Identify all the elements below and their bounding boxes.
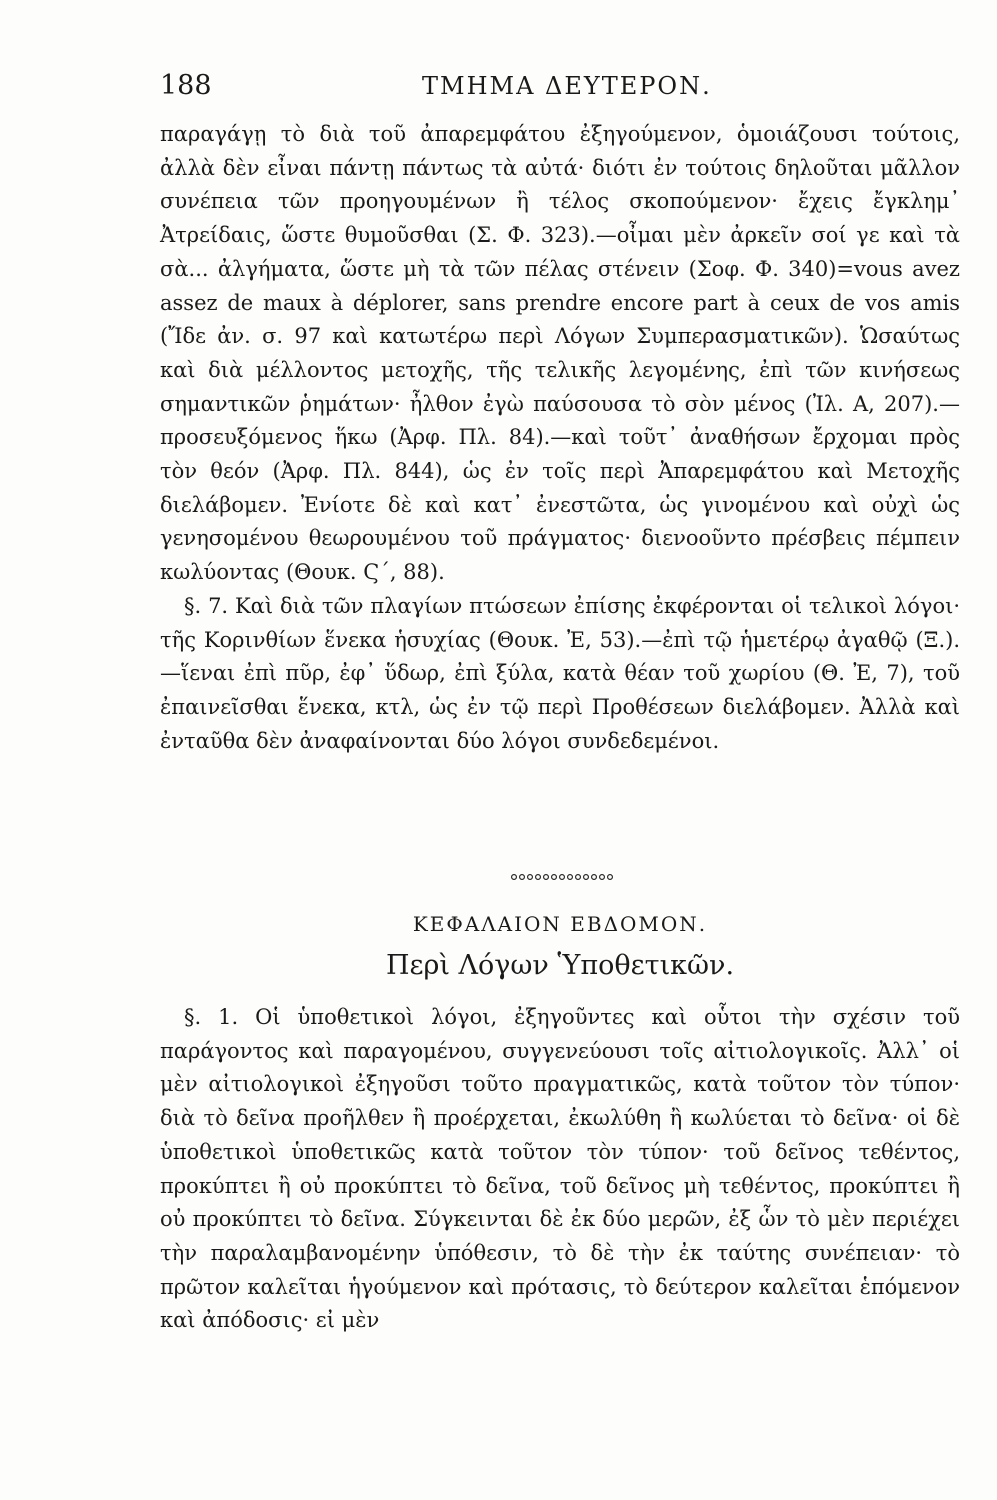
chapter-subtitle: Περὶ Λόγων Ὑποθετικῶν. [385, 950, 735, 981]
ornament-divider [510, 872, 614, 882]
running-head: ΤΜΗΜΑ ΔΕΥΤΕΡΟΝ. [422, 72, 712, 100]
page-number: 188 [160, 70, 212, 101]
paragraph: §. 1. Οἱ ὑποθετικοὶ λόγοι, ἐξηγοῦντες καὶ οὗτοι τὴν σχέσιν τοῦ παράγοντος καὶ παραγομένου, συγγενεύουσι τοῖς αἰτιολογικοῖς. Ἀλλ᾽ οἱ μὲν αἰτιολογικοὶ ἐξηγοῦσι τοῦτο πραγματικῶς, κατὰ τοῦτον τὸν τύπον· διὰ τὸ δεῖνα προῆλθεν ἢ προέρχεται, ἐκωλύθη ἢ κωλύεται τὸ δεῖνα· οἱ δὲ ὑποθετικοὶ ὑποθετικῶς κατὰ τοῦτον τὸν τύπον· τοῦ δεῖνος τεθέντος, προκύπτει ἢ οὐ προκύπτει τὸ δεῖνα, τοῦ δεῖνος μὴ τεθέντος, προκύπτει ἢ οὐ προκύπτει τὸ δεῖνα. Σύγκεινται δὲ ἐκ δύο μερῶν, ἐξ ὧν τὸ μὲν περιέχει τὴν παραλαμβανομένην ὑπόθεσιν, τὸ δὲ τὴν ἐκ ταύτης συνέπειαν· τὸ πρῶτον καλεῖται ἡγούμενον καὶ πρότασις, τὸ δεύτερον καλεῖται ἑπόμενον καὶ ἀπόδοσις· εἰ μὲν [160, 1005, 960, 1333]
chapter-title: ΚΕΦΑΛΑΙΟΝ ΕΒΔΟΜΟΝ. [412, 912, 708, 936]
page-header [160, 70, 960, 110]
paragraph: §. 7. Καὶ διὰ τῶν πλαγίων πτώσεων ἐπίσης ἐκφέρονται οἱ τελικοὶ λόγοι· τῆς Κορινθίων ἕνεκα ἡσυχίας (Θουκ. Ἐ, 53).—ἐπὶ τῷ ἡμετέρῳ ἀγαθῷ (Ξ.).—ἵεναι ἐπὶ πῦρ, ἐφ᾽ ὕδωρ, ἐπὶ ξύλα, κατὰ θέαν τοῦ χωρίου (Θ. Ἐ, 7), τοῦ ἐπαινεῖσθαι ἕνεκα, κτλ, ὡς ἐν τῷ περὶ Προθέσεων διελάβομεν. Ἀλλὰ καὶ ἐνταῦθα δὲν ἀναφαίνονται δύο λόγοι συνδεδεμένοι. [160, 593, 960, 753]
chapter-text [160, 1001, 960, 1338]
paragraph: παραγάγῃ τὸ διὰ τοῦ ἀπαρεμφάτου ἐξηγούμενον, ὁμοιάζουσι τούτοις, ἀλλὰ δὲν εἶναι πάντῃ πάντως τὰ αὐτά· διότι ἐν τούτοις δηλοῦται μᾶλλον συνέπεια τῶν προηγουμένων ἢ τέλος σκοπούμενον· ἔχεις ἔγκλημ᾽ Ἀτρείδαις, ὥστε θυμοῦσθαι (Σ. Φ. 323).—οἶμαι μὲν ἀρκεῖν σοί γε καὶ τὰ σὰ... ἀλγήματα, ὥστε μὴ τὰ τῶν πέλας στένειν (Σοφ. Φ. 340)=vous avez assez de maux à déplorer, sans prendre encore part à ceux de vos amis (Ἴδε ἀν. σ. 97 καὶ κατωτέρω περὶ Λόγων Συμπερασματικῶν). Ὡσαύτως καὶ διὰ μέλλοντος μετοχῆς, τῆς τελικῆς λεγομένης, ἐπὶ τῶν κινήσεως σημαντικῶν ῥημάτων· ἦλθον ἐγὼ παύσουσα τὸ σὸν μένος (Ἰλ. Α, 207).—προσευξόμενος ἥκω (Ἀρφ. Πλ. 84).—καὶ τοῦτ᾽ ἀναθήσων ἔρχομαι πρὸς τὸν θεόν (Ἀρφ. Πλ. 844), ὡς ἐν τοῖς περὶ Ἀπαρεμφάτου καὶ Μετοχῆς διελάβομεν. Ἐνίοτε δὲ καὶ κατ᾽ ἐνεστῶτα, ὡς γινομένου καὶ οὐχὶ ὡς γενησομένου θεωρουμένου τοῦ πράγματος· διενοοῦντο πρέσβεις πέμπειν κωλύοντας (Θουκ. Ϛ΄, 88). [160, 122, 960, 585]
section-text [160, 118, 960, 758]
